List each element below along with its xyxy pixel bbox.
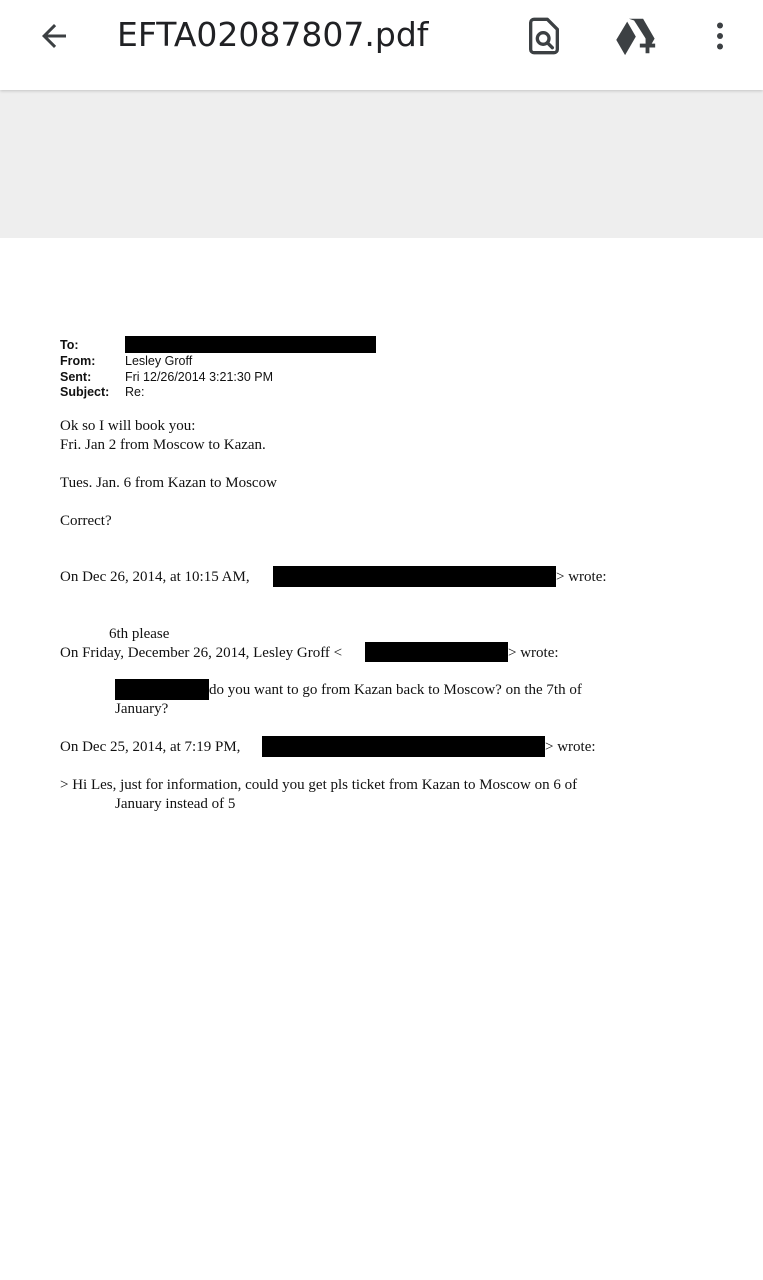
quote-header-suffix: > wrote:	[545, 739, 596, 755]
to-label: To:	[60, 338, 79, 352]
email-document	[0, 238, 763, 1280]
subject-label: Subject:	[60, 385, 110, 399]
redaction-to-address	[125, 336, 376, 353]
back-arrow-icon	[36, 18, 72, 54]
body-line: Tues. Jan. 6 from Kazan to Moscow	[60, 475, 277, 491]
redaction-sender	[262, 736, 545, 757]
pdf-page[interactable]	[0, 238, 763, 1280]
reply-line: do you want to go from Kazan back to Moscow? on the 7th of	[209, 682, 582, 698]
reply-line: > Hi Les, just for information, could you get pls ticket from Kazan to Moscow on 6 of	[60, 777, 578, 793]
find-in-page-button[interactable]	[520, 12, 568, 60]
quote-header-suffix: > wrote:	[508, 645, 559, 661]
sent-label: Sent:	[60, 370, 92, 384]
quote-header-suffix: > wrote:	[556, 569, 607, 585]
quote-header: On Dec 26, 2014, at 10:15 AM,	[60, 569, 250, 585]
subject-value: Re:	[125, 385, 145, 399]
sent-value: Fri 12/26/2014 3:21:30 PM	[125, 370, 274, 384]
more-vert-icon	[702, 18, 738, 54]
body-line: Correct?	[60, 513, 112, 529]
add-to-drive-icon	[613, 13, 659, 59]
reply-line: 6th please	[109, 626, 170, 642]
quote-header: On Friday, December 26, 2014, Lesley Groff <	[60, 645, 343, 661]
body-line: Ok so I will book you:	[60, 418, 196, 434]
app-bar	[0, 0, 763, 90]
from-label: From:	[60, 354, 96, 368]
back-button[interactable]	[30, 12, 78, 60]
quote-header: On Dec 25, 2014, at 7:19 PM,	[60, 739, 241, 755]
document-title: EFTA02087807.pdf	[117, 15, 429, 54]
find-in-page-icon	[524, 16, 564, 56]
more-options-button[interactable]	[696, 12, 744, 60]
redaction-name	[115, 679, 209, 700]
from-value: Lesley Groff	[125, 354, 193, 368]
viewer-background	[0, 90, 763, 238]
redaction-sender	[273, 566, 556, 587]
reply-line: January?	[115, 701, 169, 717]
redaction-email	[365, 642, 508, 662]
body-line: Fri. Jan 2 from Moscow to Kazan.	[60, 437, 266, 453]
add-to-drive-button[interactable]	[612, 12, 660, 60]
reply-line: January instead of 5	[115, 796, 236, 812]
